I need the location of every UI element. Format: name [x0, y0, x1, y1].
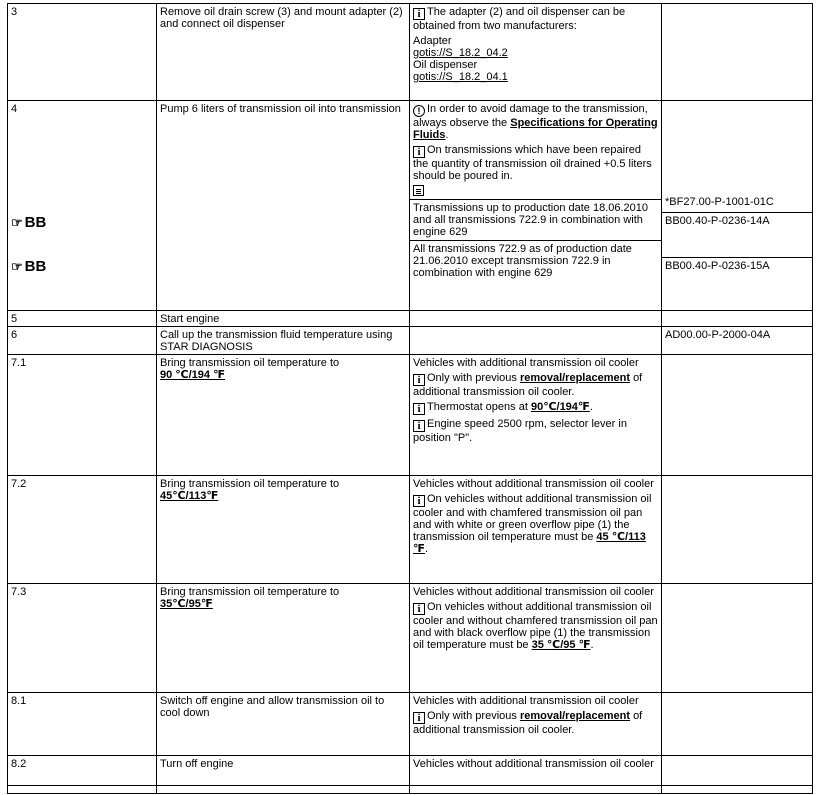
step-reference: [662, 756, 813, 786]
info-icon: i: [413, 420, 425, 432]
dispenser-link[interactable]: gotis://S_18.2_04.1: [413, 71, 508, 83]
step-action: Call up the transmission fluid temperature using STAR DIAGNOSIS: [157, 327, 410, 355]
table-row: [8, 693, 813, 756]
step-number: 7.1: [8, 355, 157, 476]
required-temperature: 35 ℃/95 ℉: [531, 639, 591, 651]
warning-icon: !: [413, 105, 425, 117]
step-notes: Vehicles with additional transmission oil cooler i Only with previous removal/replacement of additional transmission oil cooler. i Thermostat opens at 90℃/194℉. i Engine speed 2500 rpm, selector lever in position "P".: [410, 355, 662, 476]
step-action: Start engine: [157, 311, 410, 327]
step-number: 8.1: [8, 693, 157, 756]
step-reference: [662, 355, 813, 476]
condition: Vehicles with additional transmission oil cooler: [413, 695, 639, 707]
step-action: Switch off engine and allow transmission oil to cool down: [157, 693, 410, 756]
step-number: 4 ☞ BB ☞ BB: [8, 101, 157, 311]
procedure-table: [7, 3, 813, 794]
removal-replacement-link[interactable]: removal/replacement: [519, 372, 630, 384]
step-notes: Vehicles without additional transmission oil cooler i On vehicles without additional transmission oil cooler and without chamfered transmission oil pan and with black overflow pipe (1) the transmission oil temperature must be 35 ℃/95 ℉.: [410, 584, 662, 693]
step-action: Bring transmission oil temperature to 35℃/95℉: [157, 584, 410, 693]
table-row: [8, 101, 813, 311]
step-action: Turn off engine: [157, 756, 410, 786]
info-icon: i: [413, 146, 425, 158]
reference-link[interactable]: *BF27.00-P-1001-01C: [665, 196, 774, 208]
sub-case-2: All transmissions 722.9 as of production date 21.06.2010 except transmission 722.9 in combination with engine 629: [410, 240, 661, 281]
dispenser-label: Oil dispenser: [413, 59, 478, 71]
reference-link[interactable]: BB00.40-P-0236-14A: [662, 212, 812, 257]
pointing-hand-icon: ☞: [11, 215, 23, 230]
table-row: [8, 786, 813, 794]
step-action: Bring transmission oil temperature to 45℃/113℉: [157, 476, 410, 584]
table-row: [8, 584, 813, 693]
temperature-value: 90 ℃/194 ℉: [160, 369, 226, 381]
reference-link[interactable]: BB00.40-P-0236-15A: [662, 257, 812, 274]
operating-fluids-link[interactable]: Specifications for Operating Fluids: [413, 117, 658, 141]
step-notes: ! In order to avoid damage to the transmission, always observe the Specifications for Operating Fluids. i On transmissions which have been repaired the quantity of transmission oil drained +0.5 liters should be poured in. Transmissions up to production date 18.06.2010 and all transmissions 722.9 in combination with engine 629 All transmissions 722.9 as of production date 21.06.2010 except transmission 722.9 in combination with engine 629: [410, 101, 662, 311]
temperature-value: 45℃/113℉: [160, 490, 219, 502]
pointing-hand-icon: ☞: [11, 259, 23, 274]
info-icon: i: [413, 495, 425, 507]
step-number: 7.2: [8, 476, 157, 584]
step-notes: [410, 311, 662, 327]
table-row: [8, 311, 813, 327]
step-reference: [662, 4, 813, 101]
table-row: [8, 327, 813, 355]
info-icon: i: [413, 712, 425, 724]
step-reference: [662, 693, 813, 756]
step-number: 3: [8, 4, 157, 101]
condition: Vehicles with additional transmission oil cooler: [413, 357, 639, 369]
step-number: 8.2: [8, 756, 157, 786]
adapter-label: Adapter: [413, 35, 452, 47]
step-reference: [662, 476, 813, 584]
step-notes: Vehicles with additional transmission oil cooler i Only with previous removal/replacement of additional transmission oil cooler.: [410, 693, 662, 756]
step-action: Bring transmission oil temperature to 90 ℃/194 ℉: [157, 355, 410, 476]
step-notes: i The adapter (2) and oil dispenser can be obtained from two manufacturers: Adapter gotis://S_18.2_04.2 Oil dispenser gotis://S_18.2_04.1: [410, 4, 662, 101]
step-action: Remove oil drain screw (3) and mount adapter (2) and connect oil dispenser: [157, 4, 410, 101]
step-notes: Vehicles without additional transmission oil cooler i On vehicles without additional transmission oil cooler and with chamfered transmission oil pan and with white or green overflow pipe (1) the transmission oil temperature must be 45 ℃/113 ℉.: [410, 476, 662, 584]
step-number: 7.3: [8, 584, 157, 693]
step-number: 6: [8, 327, 157, 355]
info-icon: i: [413, 374, 425, 386]
adapter-link[interactable]: gotis://S_18.2_04.2: [413, 47, 508, 59]
removal-replacement-link[interactable]: removal/replacement: [519, 710, 630, 722]
table-row: [8, 756, 813, 786]
thermostat-temperature: 90℃/194℉: [530, 401, 590, 413]
table-row: [8, 355, 813, 476]
document-list-icon: [413, 185, 424, 196]
info-icon: i: [413, 403, 425, 415]
step-number: 5: [8, 311, 157, 327]
bb-reference-marker[interactable]: ☞ BB: [11, 258, 47, 275]
step-reference: [662, 311, 813, 327]
step-notes: Vehicles without additional transmission oil cooler: [410, 756, 662, 786]
required-temperature: 45 ℃/113 ℉: [413, 531, 646, 555]
step-notes: [410, 327, 662, 355]
sub-case-1: Transmissions up to production date 18.06.2010 and all transmissions 722.9 in combination with engine 629: [410, 199, 661, 240]
step-reference: [662, 584, 813, 693]
step-action: Pump 6 liters of transmission oil into transmission: [157, 101, 410, 311]
table-row: [8, 4, 813, 101]
condition: Vehicles without additional transmission oil cooler: [413, 586, 654, 598]
info-icon: i: [413, 603, 425, 615]
temperature-value: 35℃/95℉: [160, 598, 213, 610]
info-icon: i: [413, 8, 425, 20]
condition: Vehicles without additional transmission oil cooler: [413, 478, 654, 490]
step-reference: [662, 101, 813, 311]
reference-link[interactable]: AD00.00-P-2000-04A: [662, 327, 813, 355]
bb-reference-marker[interactable]: ☞ BB: [11, 214, 47, 231]
table-row: [8, 476, 813, 584]
